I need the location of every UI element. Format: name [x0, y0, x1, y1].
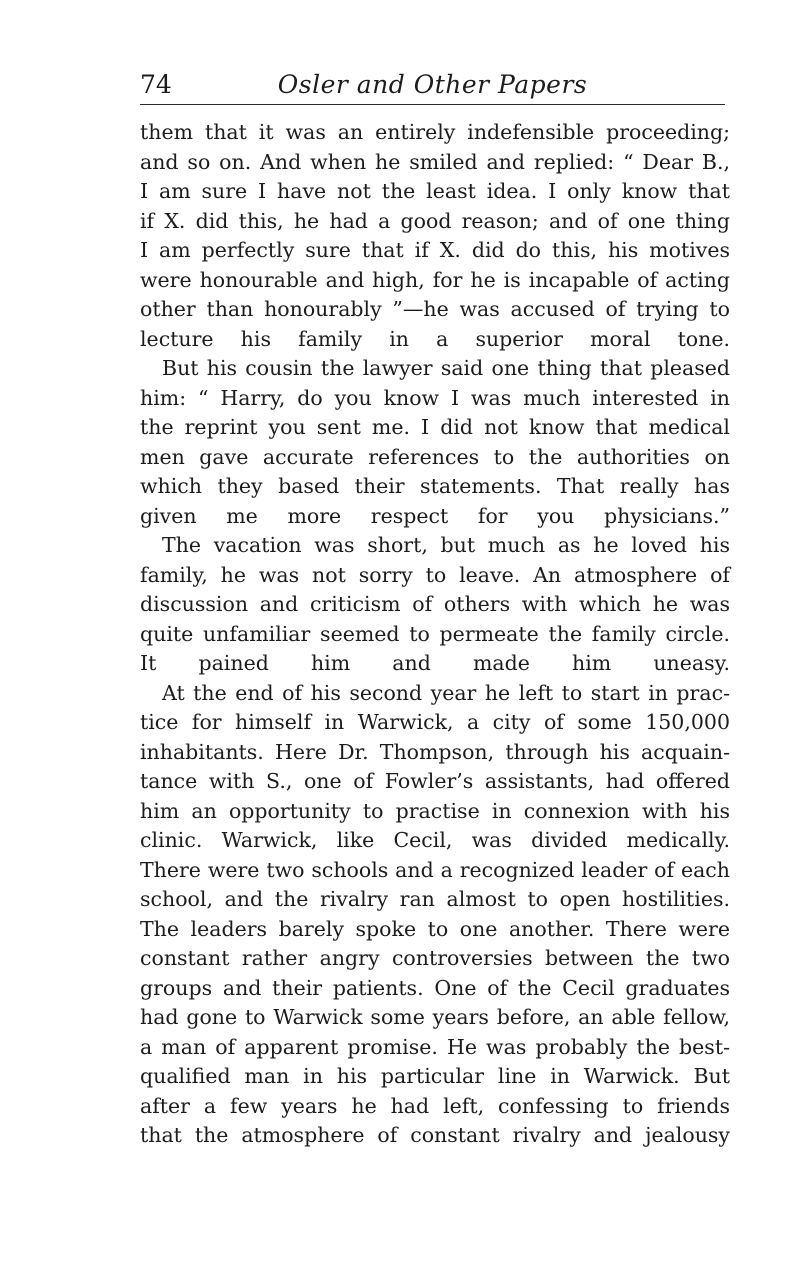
- text-line: quite unfamiliar seemed to permeate the family circle.: [140, 621, 730, 646]
- text-line: But his cousin the lawyer said one thing that pleased: [162, 356, 730, 380]
- text-line: him an opportunity to practise in connexion with his: [140, 798, 730, 823]
- text-line: The leaders barely spoke to one another. There were: [140, 916, 730, 941]
- book-page: [140, 0, 730, 1261]
- text-line: him: “ Harry, do you know I was much interested in: [140, 385, 730, 410]
- text-line: other than honourably ”—he was accused of trying to: [140, 297, 730, 321]
- body-text: [140, 118, 730, 1151]
- book-title: Osler and Other Papers: [277, 70, 588, 99]
- text-line: school, and the rivalry ran almost to open hostilities.: [140, 887, 730, 911]
- text-line: which they based their statements. That really has: [140, 474, 730, 498]
- text-line: were honourable and high, for he is incapable of acting: [140, 267, 730, 292]
- text-line: them that it was an entirely indefensible proceeding;: [140, 120, 730, 144]
- text-line: given me more respect for you physicians.”: [140, 503, 730, 528]
- text-line: It pained him and made him uneasy.: [140, 651, 730, 675]
- text-line: the reprint you sent me. I did not know that medical: [140, 415, 730, 439]
- text-line: if X. did this, he had a good reason; and of one thing: [140, 208, 730, 233]
- text-line: At the end of his second year he left to start in prac-: [162, 680, 730, 705]
- text-line: lecture his family in a superior moral tone.: [140, 326, 730, 351]
- text-line: and so on. And when he smiled and replied: “ Dear B.,: [140, 149, 730, 174]
- text-line: There were two schools and a recognized leader of each: [140, 857, 730, 882]
- text-line: a man of apparent promise. He was probably the best-: [140, 1034, 730, 1059]
- text-line: qualified man in his particular line in Warwick. But: [140, 1064, 730, 1088]
- text-line: men gave accurate references to the authorities on: [140, 444, 730, 469]
- text-line: I am perfectly sure that if X. did do this, his motives: [140, 238, 730, 262]
- text-line: had gone to Warwick some years before, an able fellow,: [140, 1005, 730, 1029]
- text-line: family, he was not sorry to leave. An atmosphere of: [140, 562, 730, 587]
- text-line: tance with S., one of Fowler’s assistants, had offered: [140, 769, 730, 793]
- text-line: The vacation was short, but much as he loved his: [162, 533, 730, 557]
- text-line: clinic. Warwick, like Cecil, was divided medically.: [140, 828, 730, 852]
- text-line: constant rather angry controversies between the two: [140, 946, 730, 970]
- text-line: groups and their patients. One of the Cecil graduates: [140, 975, 730, 1000]
- text-line: discussion and criticism of others with which he was: [140, 592, 730, 616]
- text-line: tice for himself in Warwick, a city of some 150,000: [140, 710, 730, 734]
- page-number: 74: [140, 70, 172, 99]
- text-line: that the atmosphere of constant rivalry and jealousy: [140, 1123, 730, 1147]
- text-line: after a few years he had left, confessing to friends: [140, 1093, 730, 1118]
- running-head: [140, 68, 725, 105]
- text-line: I am sure I have not the least idea. I only know that: [140, 179, 730, 203]
- text-line: inhabitants. Here Dr. Thompson, through his acquain-: [140, 739, 730, 764]
